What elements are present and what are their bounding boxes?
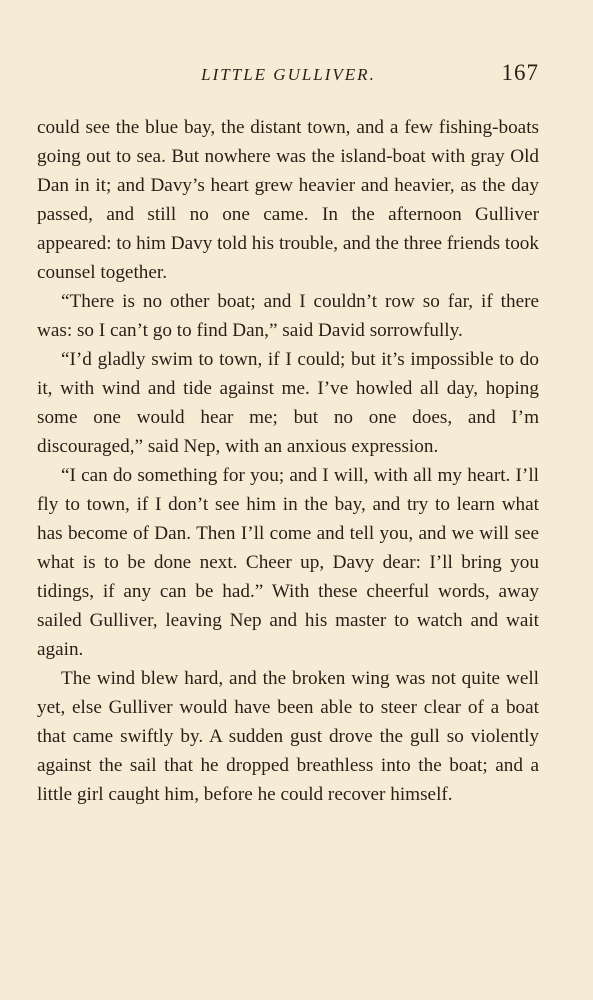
- running-head: [36, 60, 541, 90]
- paragraph-nep-dialogue: “I’d gladly swim to town, if I could; but it’s impossible to do it, with wind and tide against me. I’ve howled all day, hoping some one would hear me; but no one does, and I’m discouraged,” said Nep, with an anxious expression.: [37, 349, 539, 457]
- paragraph-david-dialogue: “There is no other boat; and I couldn’t row so far, if there was: so I can’t go to find Dan,” said David sorrowfully.: [37, 291, 539, 341]
- running-title: LITTLE GULLIVER.: [201, 65, 376, 84]
- page-number: 167: [501, 60, 539, 85]
- paragraph-gulliver-dialogue: “I can do something for you; and I will, with all my heart. I’ll fly to town, if I don’t see him in the bay, and try to learn what has become of Dan. Then I’ll come and tell you, and we will see what is to be done next. Cheer up, Davy dear: I’ll bring you tidings, if any can be had.” With these cheerful words, away sailed Gulliver, leaving Nep and his master to watch and wait again.: [37, 465, 539, 660]
- paragraph-continued: could see the blue bay, the distant town, and a few fishing-boats going out to sea. But nowhere was the island-boat with gray Old Dan in it; and Davy’s heart grew heavier and heavier, as the day passed, and still no one came. In the afternoon Gulliver appeared: to him Davy told his trouble, and the three friends took counsel together.: [37, 117, 539, 283]
- body-text: [37, 113, 539, 809]
- paragraph-narration: The wind blew hard, and the broken wing was not quite well yet, else Gulliver would have been able to steer clear of a boat that came swiftly by. A sudden gust drove the gull so violently against the sail that he dropped breathless into the boat; and a little girl caught him, before he could recover himself.: [37, 668, 539, 805]
